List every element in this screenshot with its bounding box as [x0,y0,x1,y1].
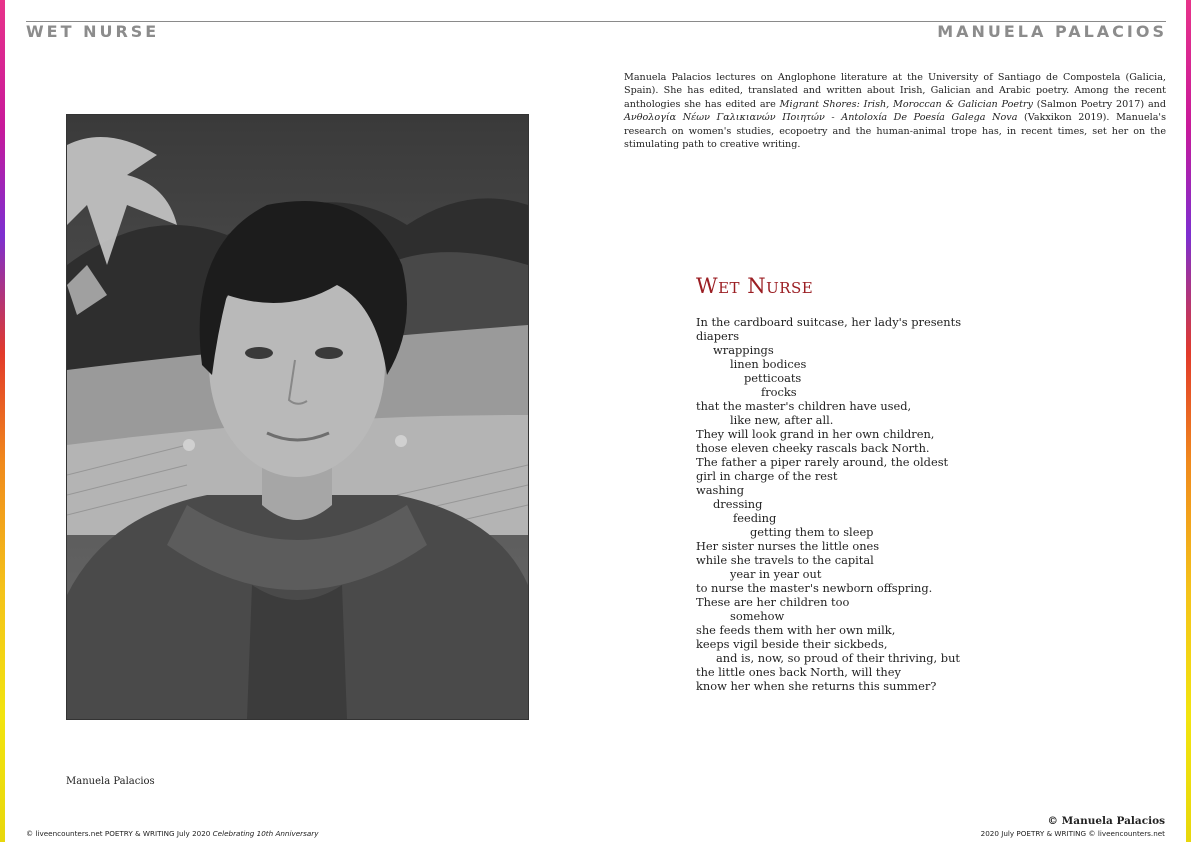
photo-caption: Manuela Palacios [66,776,155,787]
author-bio [624,71,1166,151]
poem-line: the little ones back North, will they [696,665,901,679]
copyright-notice: © Manuela Palacios [1047,815,1165,827]
poem-line: They will look grand in her own children, [696,427,935,441]
poem-line: These are her children too [696,595,850,609]
poem-line: and is, now, so proud of their thriving, but [716,651,960,665]
author-portrait [66,114,529,720]
running-author: MANUELA PALACIOS [937,22,1167,41]
poem-line: petticoats [744,371,802,385]
bio-book-1: Migrant Shores: Irish, Moroccan & Galician Poetry [779,98,1033,110]
poem-line: The father a piper rarely around, the oldest [696,455,949,469]
poem-line: somehow [730,609,785,623]
poem-line: to nurse the master's newborn offspring. [696,581,933,595]
poem-line: like new, after all. [730,413,834,427]
poem-line: washing [696,483,744,497]
bio-text-3: (Vakxikon 2019). Manuela's research on women's studies, ecopoetry and the human-animal trope has, in recent times, set her on the stimulating path to creative writing. [624,112,1166,151]
poem-line: frocks [761,385,797,399]
footer-left [26,829,318,838]
poem-body [696,315,961,693]
poem-line: keeps vigil beside their sickbeds, [696,637,888,651]
footer-left-italic: Celebrating 10th Anniversary [212,829,319,838]
right-color-edge [1186,0,1191,842]
bio-text-2: (Salmon Poetry 2017) and [1032,98,1166,110]
poem-line: year in year out [730,567,822,581]
poem-line: getting them to sleep [750,525,874,539]
footer-right: 2020 July POETRY & WRITING © liveencounters.net [980,829,1165,838]
poem-line: know her when she returns this summer? [696,679,937,693]
poem-line: dressing [713,497,763,511]
bio-book-2: Ανθολογία Νέων Γαλικιανών Ποιητών - Antoloxía De Poesía Galega Nova [624,112,1018,124]
poem-line: linen bodices [730,357,807,371]
footer-left-text: © liveencounters.net POETRY & WRITING July 2020 [26,829,213,838]
poem-line: girl in charge of the rest [696,469,838,483]
portrait-illustration [67,115,528,719]
poem-title: Wet Nurse [696,274,814,298]
poem-line: those eleven cheeky rascals back North. [696,441,930,455]
poem-line: wrappings [713,343,774,357]
poem-line: she feeds them with her own milk, [696,623,896,637]
poem-line: that the master's children have used, [696,399,912,413]
poem-line: In the cardboard suitcase, her lady's presents [696,315,962,329]
poem-line: while she travels to the capital [696,553,874,567]
bio-text-1: Manuela Palacios lectures on Anglophone literature at the University of Santiago de Compostela (Galicia, Spain). She has edited, translated and written about Irish, Galician and Arabic poetry. Among the recent anthologies she has edited are [624,72,1166,110]
left-color-edge [0,0,5,842]
poem-line: Her sister nurses the little ones [696,539,880,553]
poem-line: feeding [733,511,777,525]
poem-line: diapers [696,329,740,343]
running-title: WET NURSE [26,22,160,41]
